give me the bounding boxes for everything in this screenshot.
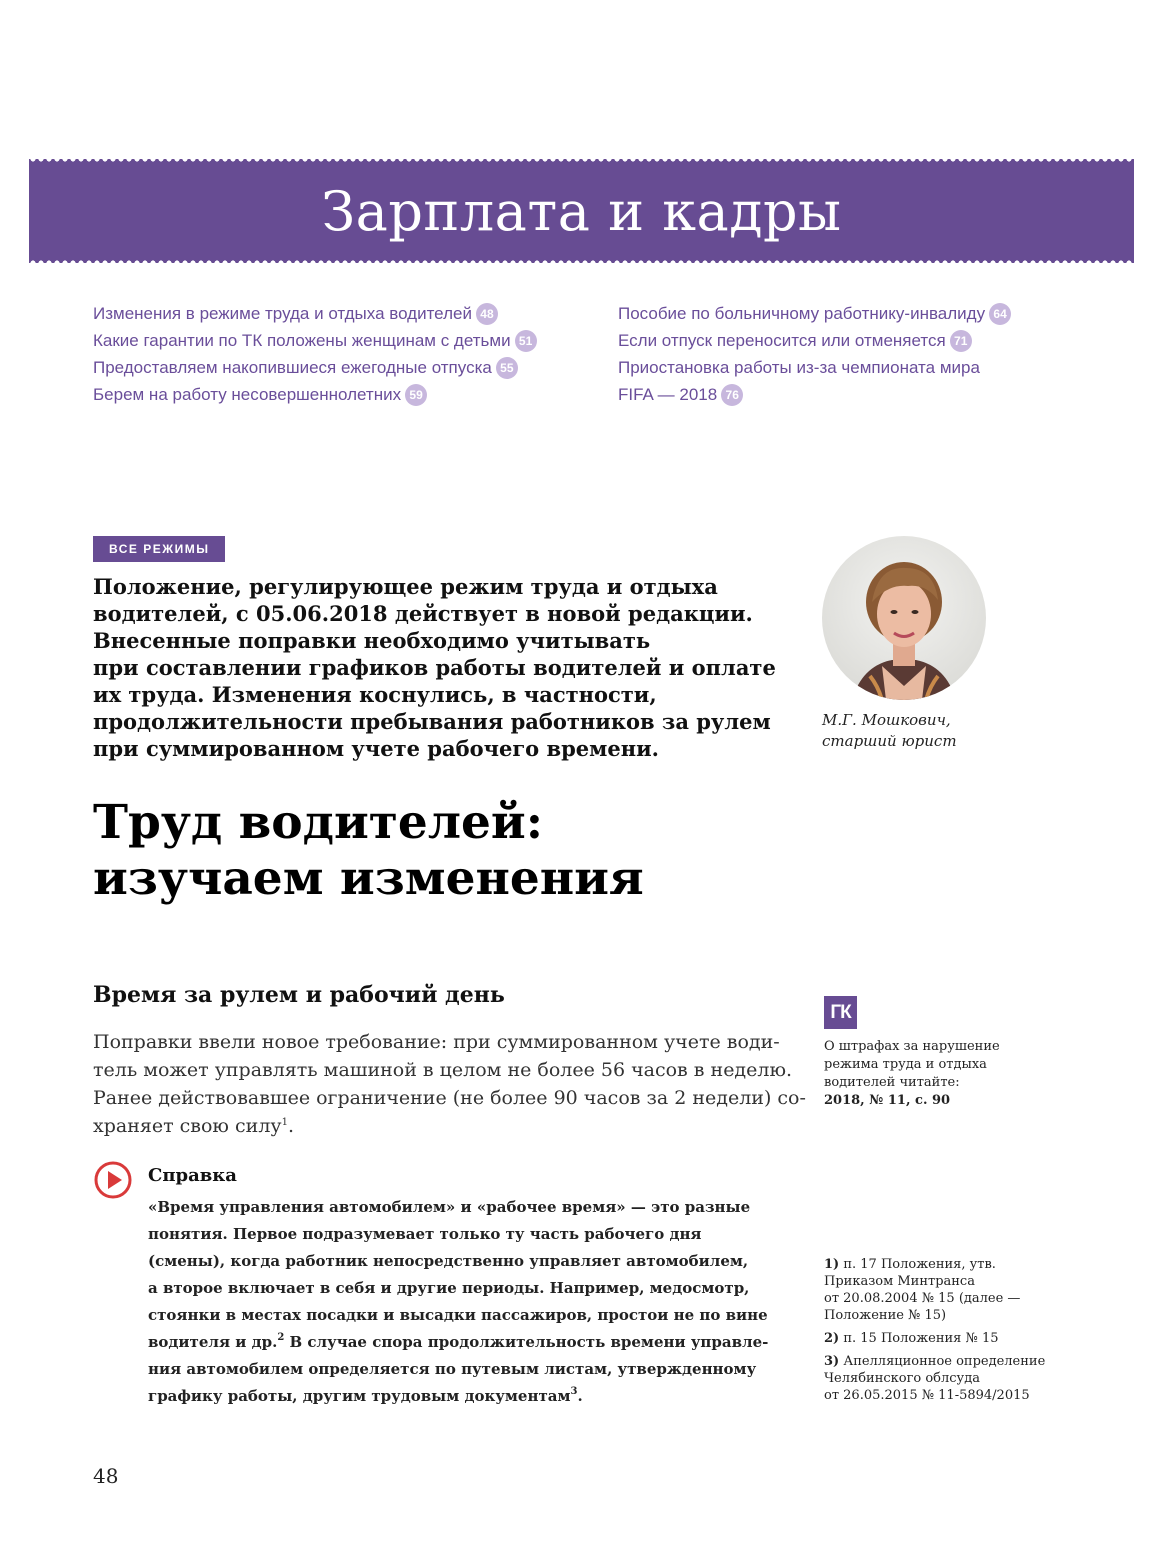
body-line: Поправки ввели новое требование: при суммированном учете води- <box>93 1031 780 1053</box>
footnote-text: от 20.08.2004 № 15 (далее — <box>824 1291 1021 1306</box>
toc-item[interactable] <box>93 327 537 354</box>
note-text: графику работы, другим трудовым документам <box>148 1387 571 1405</box>
toc-item-label: Изменения в режиме труда и отдыха водителей <box>93 304 472 323</box>
toc-item-label: Какие гарантии по ТК положены женщинам с детьми <box>93 331 511 350</box>
footnote <box>824 1256 1064 1324</box>
lead-line: Внесенные поправки необходимо учитывать <box>93 628 651 653</box>
note-title: Справка <box>148 1165 237 1186</box>
note-line: понятия. Первое подразумевает только ту часть рабочего дня <box>148 1225 702 1243</box>
toc-page-badge: 59 <box>405 384 427 406</box>
lead-line: продолжительности пребывания работников за рулем <box>93 709 771 734</box>
note-line: ния автомобилем определяется по путевым листам, утвержденному <box>148 1360 757 1378</box>
toc-item[interactable] <box>93 381 537 408</box>
toc-item[interactable] <box>618 300 1011 327</box>
page-number: 48 <box>93 1464 119 1488</box>
toc-page-badge: 71 <box>950 330 972 352</box>
body-line: Ранее действовавшее ограничение (не более 90 часов за 2 недели) со- <box>93 1087 806 1109</box>
toc-page-badge: 55 <box>496 357 518 379</box>
sidenote-reference[interactable]: 2018, № 11, с. 90 <box>824 1093 951 1108</box>
footnote-ref[interactable]: 2 <box>277 1332 285 1343</box>
sidenote-line: режима труда и отдыха <box>824 1057 987 1072</box>
toc-item-label: Пособие по больничному работнику-инвалиду <box>618 304 986 323</box>
toc-item-label: Берем на работу несовершеннолетних <box>93 385 402 404</box>
footnote-number: 1) <box>824 1257 840 1272</box>
footnote-text: Апелляционное определение <box>843 1354 1046 1369</box>
article-headline <box>93 795 813 907</box>
category-tag: ВСЕ РЕЖИМЫ <box>93 536 225 562</box>
footnote-text: п. 15 Положения № 15 <box>843 1331 999 1346</box>
body-line: тель может управлять машиной в целом не более 56 часов в неделю. <box>93 1059 793 1081</box>
section-banner <box>29 159 1134 263</box>
footnote-text: от 26.05.2015 № 11-5894/2015 <box>824 1388 1030 1403</box>
note-line <box>148 1383 788 1410</box>
footnotes <box>824 1256 1064 1410</box>
toc-right <box>618 300 1011 408</box>
lead-line: при составлении графиков работы водителей и оплате <box>93 655 776 680</box>
note-body <box>148 1194 788 1410</box>
toc-page-badge: 64 <box>989 303 1011 325</box>
body-line <box>93 1112 773 1140</box>
gk-logo-icon: ГК <box>824 996 857 1029</box>
footnote-text: Челябинского облсуда <box>824 1371 980 1386</box>
footnote-ref[interactable]: 3 <box>570 1386 578 1397</box>
footnote-text: п. 17 Положения, утв. <box>843 1257 996 1272</box>
toc-item[interactable] <box>618 327 1011 354</box>
section-subhead: Время за рулем и рабочий день <box>93 982 505 1008</box>
toc-item-label: Если отпуск переносится или отменяется <box>618 331 946 350</box>
note-line: (смены), когда работник непосредственно управляет автомобилем, <box>148 1252 749 1270</box>
article-lead <box>93 573 776 762</box>
footnote-number: 3) <box>824 1354 840 1369</box>
toc-item-label: Предоставляем накопившиеся ежегодные отпуска <box>93 358 492 377</box>
headline-line: изучаем изменения <box>93 851 644 906</box>
note-text: В случае спора продолжительность времени управле- <box>284 1333 769 1351</box>
note-line: «Время управления автомобилем» и «рабочее время» — это разные <box>148 1198 751 1216</box>
toc-item[interactable] <box>618 354 1011 381</box>
body-text: . <box>287 1115 294 1137</box>
author-role: старший юрист <box>822 732 957 750</box>
section-title: Зарплата и кадры <box>321 179 842 243</box>
toc-page-badge: 51 <box>515 330 537 352</box>
lead-line: их труда. Изменения коснулись, в частности, <box>93 682 657 707</box>
toc-item[interactable] <box>93 354 537 381</box>
sidenote-line: О штрафах за нарушение <box>824 1039 1000 1054</box>
toc-page-badge: 76 <box>721 384 743 406</box>
sidenote <box>824 1038 1034 1110</box>
note-text: водителя и др. <box>148 1333 278 1351</box>
footnote <box>824 1353 1064 1404</box>
author-name: М.Г. Мошкович, <box>822 711 951 729</box>
lead-line: при суммированном учете рабочего времени. <box>93 736 659 761</box>
toc-item[interactable] <box>93 300 537 327</box>
lead-line: Положение, регулирующее режим труда и отдыха <box>93 574 718 599</box>
play-icon <box>93 1160 133 1200</box>
footnote-ref[interactable]: 1 <box>281 1117 288 1128</box>
note-text: . <box>577 1387 583 1405</box>
author-caption <box>822 710 957 752</box>
footnote-text: Положение № 15) <box>824 1308 947 1323</box>
footnote-text: Приказом Минтранса <box>824 1274 975 1289</box>
headline-line: Труд водителей: <box>93 795 544 850</box>
sidenote-line: водителей читайте: <box>824 1075 960 1090</box>
footnote <box>824 1330 1064 1347</box>
note-line: а второе включает в себя и другие периоды. Например, медосмотр, <box>148 1279 750 1297</box>
body-text: храняет свою силу <box>93 1115 282 1137</box>
toc-page-badge: 48 <box>476 303 498 325</box>
note-line: стоянки в местах посадки и высадки пассажиров, простои не по вине <box>148 1306 768 1324</box>
lead-line: водителей, с 05.06.2018 действует в новой редакции. <box>93 601 753 626</box>
toc-left <box>93 300 537 408</box>
footnote-number: 2) <box>824 1331 840 1346</box>
toc-item-label: Приостановка работы из-за чемпионата мира <box>618 358 980 377</box>
toc-item-label: FIFA — 2018 <box>618 385 718 404</box>
article-body <box>93 1028 806 1140</box>
note-line <box>148 1329 788 1356</box>
author-photo <box>822 536 986 700</box>
toc-item[interactable] <box>618 381 1011 408</box>
